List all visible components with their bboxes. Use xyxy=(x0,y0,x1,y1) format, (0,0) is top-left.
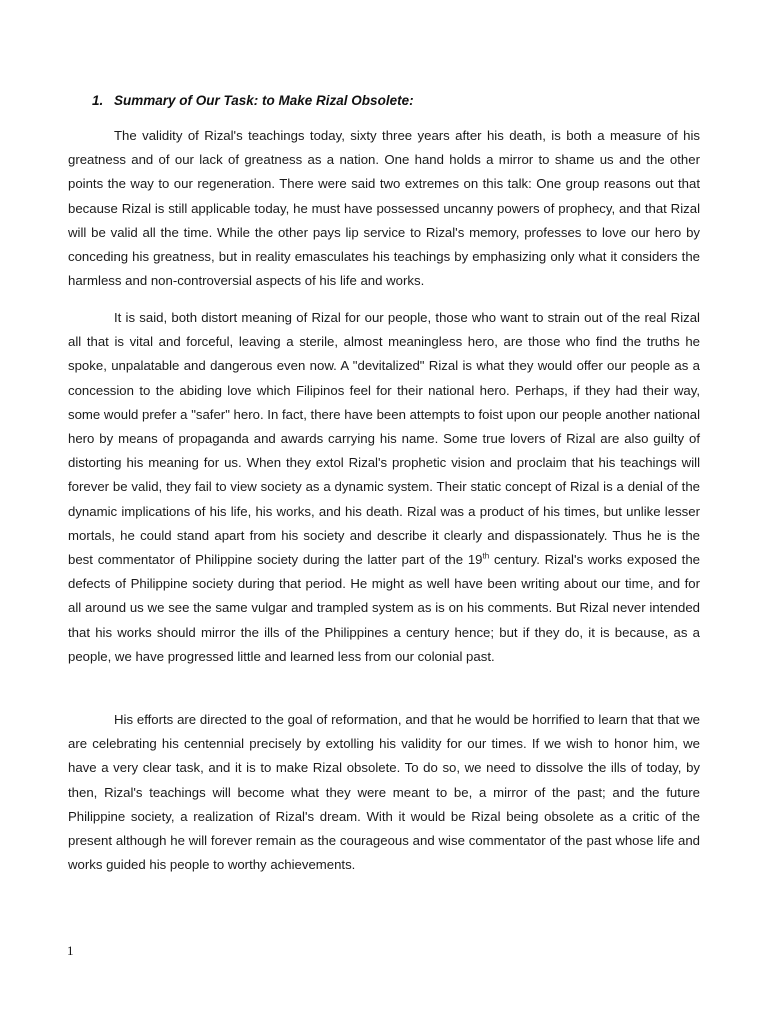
section-number: 1. xyxy=(92,93,104,108)
paragraph-1: The validity of Rizal's teachings today, sixty three years after his death, is both a measure of his greatness and of our lack of greatness as a nation. One hand holds a mirror to shame us and the other points the way to our regeneration. There were said two extremes on this talk: One group reasons out that because Rizal is still applicable today, he must have possessed uncanny powers of prophecy, and that Rizal will be valid all the time. While the other pays lip service to Rizal's memory, professes to love our hero by conceding his greatness, but in reality emasculates his teachings by emphasizing only what it considers the harmless and non-controversial aspects of his life and works. xyxy=(68,128,700,289)
page-number: 1 xyxy=(67,943,74,958)
paragraph-2-text-end: century. Rizal's works exposed the defects of Philippine society during that period. He might as well have been writing about our time, and for all around us we see the same vulgar and trampled system as is on his comments. But Rizal never intended that his works should mirror the ills of the Philippines a century hence; but if they do, it is because, as a people, we have progressed little and learned less from our colonial past. xyxy=(68,552,700,664)
ordinal-superscript: th xyxy=(482,551,490,561)
paragraph-2-text-start: It is said, both distort meaning of Rizal for our people, those who want to strain out of the real Rizal all that is vital and forceful, leaving a sterile, almost meaningless hero, are those who find the truths he spoke, unpalatable and dangerous even now. A "devitalized" Rizal is what they would offer our people as a concession to the abiding love which Filipinos feel for their national hero. Perhaps, if they had their way, some would prefer a "safer" hero. In fact, there have been attempts to foist upon our people another national hero by means of propaganda and awards carrying his name. Some true lovers of Rizal are also guilty of distorting his meaning for us. When they extol Rizal's prophetic vision and proclaim that his teachings will forever be valid, they fail to view society as a dynamic system. Their static concept of Rizal is a denial of the dynamic implications of his life, his works, and his death. Rizal was a product of his times, but unlike lesser mortals, he could stand apart from his society and describe it clearly and dispassionately. Thus he is the best commentator of Philippine society during the latter part of the 19 xyxy=(68,310,700,568)
paragraph-2 xyxy=(68,306,700,669)
section-heading xyxy=(92,93,414,108)
section-title: Summary of Our Task: to Make Rizal Obsolete: xyxy=(114,93,414,108)
paragraph-3: His efforts are directed to the goal of reformation, and that he would be horrified to learn that that we are celebrating his centennial precisely by extolling his validity for our times. If we wish to honor him, we have a very clear task, and it is to make Rizal obsolete. To do so, we need to dissolve the ills of today, by then, Rizal's teachings will become what they were meant to be, a mirror of the past; and the future Philippine society, a realization of Rizal's dream. With it would be Rizal being obsolete as a critic of the present although he will forever remain as the courageous and wise commentator of the past whose life and works guided his people to worthy achievements. xyxy=(68,712,700,873)
